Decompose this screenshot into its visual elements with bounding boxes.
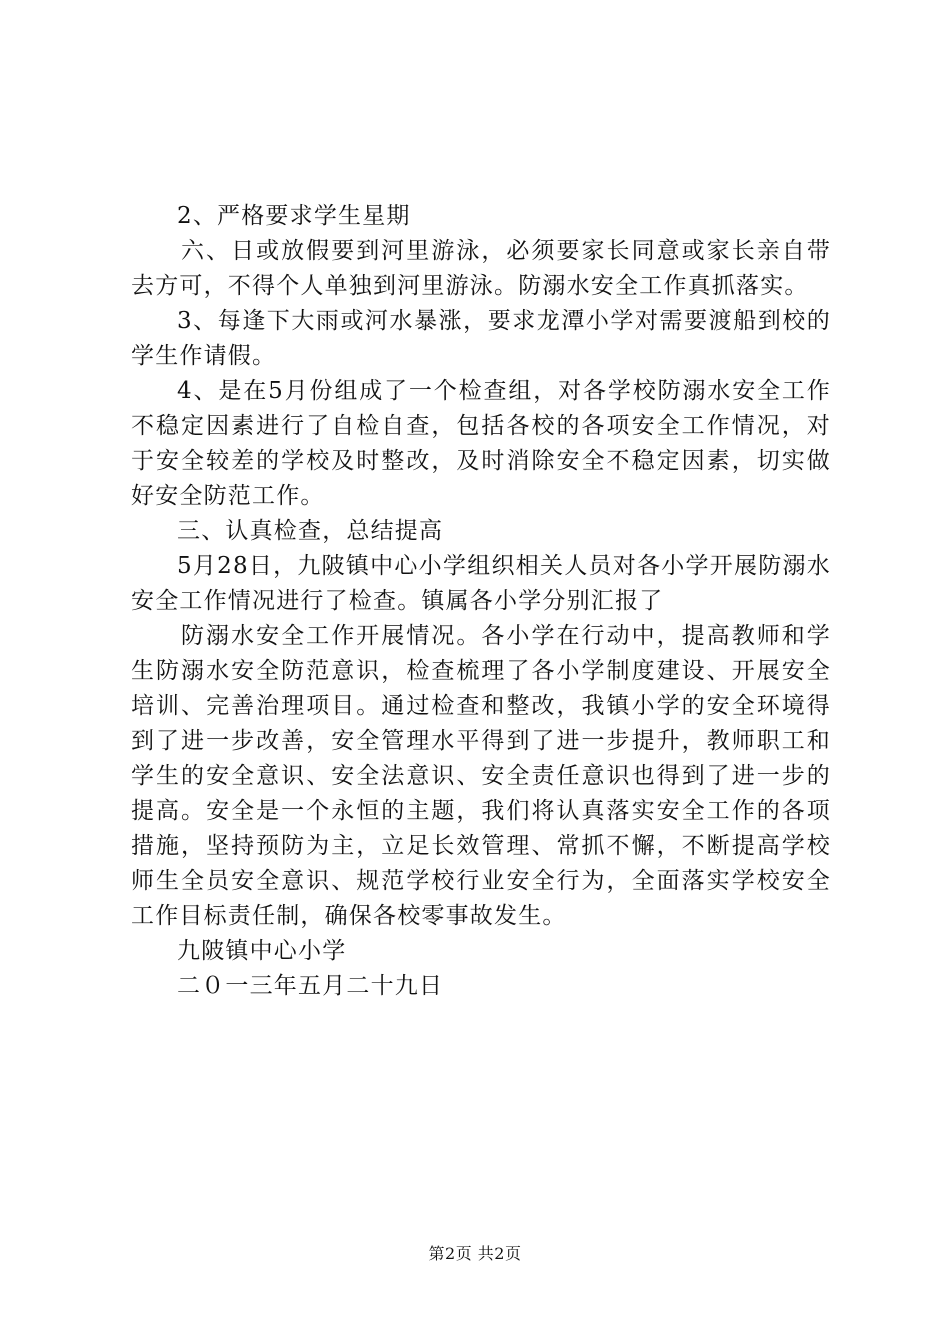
paragraph-item-weekend: 六、日或放假要到河里游泳，必须要家长同意或家长亲自带去方可，不得个人单独到河里游泳。防溺水安全工作真抓落实。 [131, 238, 831, 299]
signature-date: 二０一三年五月二十九日 [177, 973, 444, 999]
paragraph-inspection: 5月28日，九陂镇中心小学组织相关人员对各小学开展防溺水安全工作情况进行了检查。镇属各小学分别汇报了 [131, 553, 831, 614]
page-footer [0, 1244, 950, 1264]
paragraph-item-2: 2、严格要求学生星期 [177, 203, 411, 229]
paragraph-item-4: 4、是在5月份组成了一个检查组，对各学校防溺水安全工作不稳定因素进行了自检自查，包括各校的各项安全工作情况，对于安全较差的学校及时整改，及时消除安全不稳定因素，切实做好安全防范工作。 [131, 378, 831, 509]
section-heading-3: 三、认真检查，总结提高 [177, 518, 444, 544]
paragraph-summary: 防溺水安全工作开展情况。各小学在行动中，提高教师和学生防溺水安全防范意识，检查梳理了各小学制度建设、开展安全培训、完善治理项目。通过检查和整改，我镇小学的安全环境得到了进一步改善，安全管理水平得到了进一步提升，教师职工和学生的安全意识、安全法意识、安全责任意识也得到了进一步的提高。安全是一个永恒的主题，我们将认真落实安全工作的各项措施，坚持预防为主，立足长效管理、常抓不懈，不断提高学校师生全员安全意识、规范学校行业安全行为，全面落实学校安全工作目标责任制，确保各校零事故发生。 [131, 623, 831, 929]
signature-organization: 九陂镇中心小学 [177, 938, 347, 964]
document-body [131, 199, 831, 1004]
paragraph-item-3: 3、每逢下大雨或河水暴涨，要求龙潭小学对需要渡船到校的学生作请假。 [131, 308, 831, 369]
page-number: 第2页 共2页 [428, 1244, 522, 1263]
